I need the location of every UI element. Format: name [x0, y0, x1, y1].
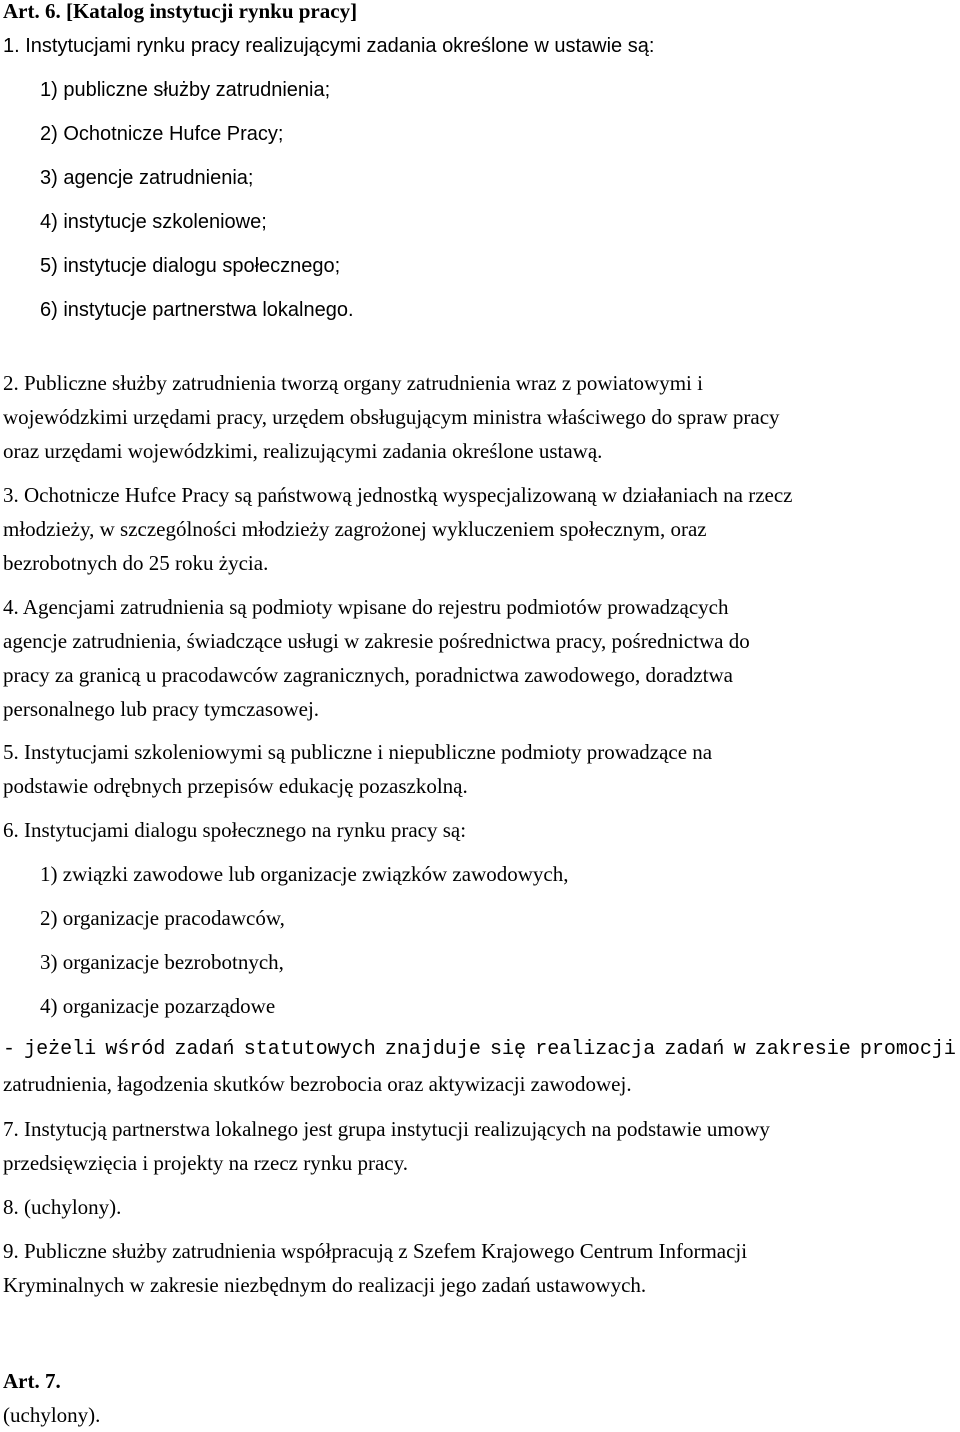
word: zadań [174, 1038, 235, 1061]
word: zakresie [754, 1038, 851, 1061]
list-item: 1) związki zawodowe lub organizacje związków zawodowych, [40, 862, 569, 886]
word: realizacja [535, 1038, 656, 1061]
word: promocji [859, 1038, 956, 1061]
paragraph-4-line: agencje zatrudnienia, świadczące usługi w zakresie pośrednictwa pracy, pośrednictwa do [3, 629, 750, 653]
paragraph-6-tail-line [3, 1033, 956, 1067]
word: jeżeli [24, 1038, 97, 1061]
word: - [3, 1038, 16, 1061]
paragraph-7-line: 7. Instytucją partnerstwa lokalnego jest grupa instytucji realizujących na podstawie umowy [3, 1117, 770, 1141]
paragraph-5-line: 5. Instytucjami szkoleniowymi są publiczne i niepubliczne podmioty prowadzące na [3, 740, 713, 764]
paragraph-6-intro: 6. Instytucjami dialogu społecznego na rynku pracy są: [3, 818, 467, 842]
paragraph-6-tail-line: zatrudnienia, łagodzenia skutków bezrobocia oraz aktywizacji zawodowej. [3, 1072, 632, 1096]
paragraph-2-line: 2. Publiczne służby zatrudnienia tworzą organy zatrudnienia wraz z powiatowymi i [3, 371, 703, 395]
article-7-heading: Art. 7. [3, 1369, 61, 1393]
list-item: 2) Ochotnicze Hufce Pracy; [40, 123, 284, 145]
word: wśród [105, 1038, 166, 1061]
paragraph-5-line: podstawie odrębnych przepisów edukację pozaszkolną. [3, 774, 468, 798]
paragraph-4-line: personalnego lub pracy tymczasowej. [3, 697, 320, 721]
word: w [733, 1038, 746, 1061]
list-item: 5) instytucje dialogu społecznego; [40, 255, 341, 277]
paragraph-3-line: młodzieży, w szczególności młodzieży zagrożonej wykluczeniem społecznym, oraz [3, 517, 707, 541]
paragraph-3-line: 3. Ochotnicze Hufce Pracy są państwową jednostką wyspecjalizowaną w działaniach na rzecz [3, 483, 793, 507]
word: znajduje [384, 1038, 481, 1061]
word: statutowych [243, 1038, 376, 1061]
paragraph-7-line: przedsięwzięcia i projekty na rzecz rynku pracy. [3, 1151, 409, 1175]
word: się [490, 1038, 527, 1061]
list-item: 4) instytucje szkoleniowe; [40, 211, 267, 233]
list-item: 4) organizacje pozarządowe [40, 994, 276, 1018]
list-item: 6) instytucje partnerstwa lokalnego. [40, 299, 354, 321]
list-item: 3) organizacje bezrobotnych, [40, 950, 284, 974]
list-item: 2) organizacje pracodawców, [40, 906, 285, 930]
paragraph-9-line: 9. Publiczne służby zatrudnienia współpracują z Szefem Krajowego Centrum Informacji [3, 1239, 748, 1263]
paragraph-4-line: pracy za granicą u pracodawców zagranicznych, poradnictwa zawodowego, doradztwa [3, 663, 733, 687]
paragraph-8-line: 8. (uchylony). [3, 1195, 122, 1219]
paragraph-2-line: oraz urzędami wojewódzkimi, realizującymi zadania określone ustawą. [3, 439, 603, 463]
paragraph-9-line: Kryminalnych w zakresie niezbędnym do realizacji jego zadań ustawowych. [3, 1273, 647, 1297]
paragraph-1-intro: 1. Instytucjami rynku pracy realizującymi zadania określone w ustawie są: [3, 35, 655, 57]
paragraph-2-line: wojewódzkimi urzędami pracy, urzędem obsługującym ministra właściwego do spraw pracy [3, 405, 780, 429]
list-item: 3) agencje zatrudnienia; [40, 167, 254, 189]
paragraph-4-line: 4. Agencjami zatrudnienia są podmioty wpisane do rejestru podmiotów prowadzących [3, 595, 729, 619]
word: zadań [664, 1038, 725, 1061]
article-7-text: (uchylony). [3, 1403, 101, 1427]
list-item: 1) publiczne służby zatrudnienia; [40, 79, 331, 101]
paragraph-3-line: bezrobotnych do 25 roku życia. [3, 551, 269, 575]
article-6-heading: Art. 6. [Katalog instytucji rynku pracy] [3, 0, 358, 23]
